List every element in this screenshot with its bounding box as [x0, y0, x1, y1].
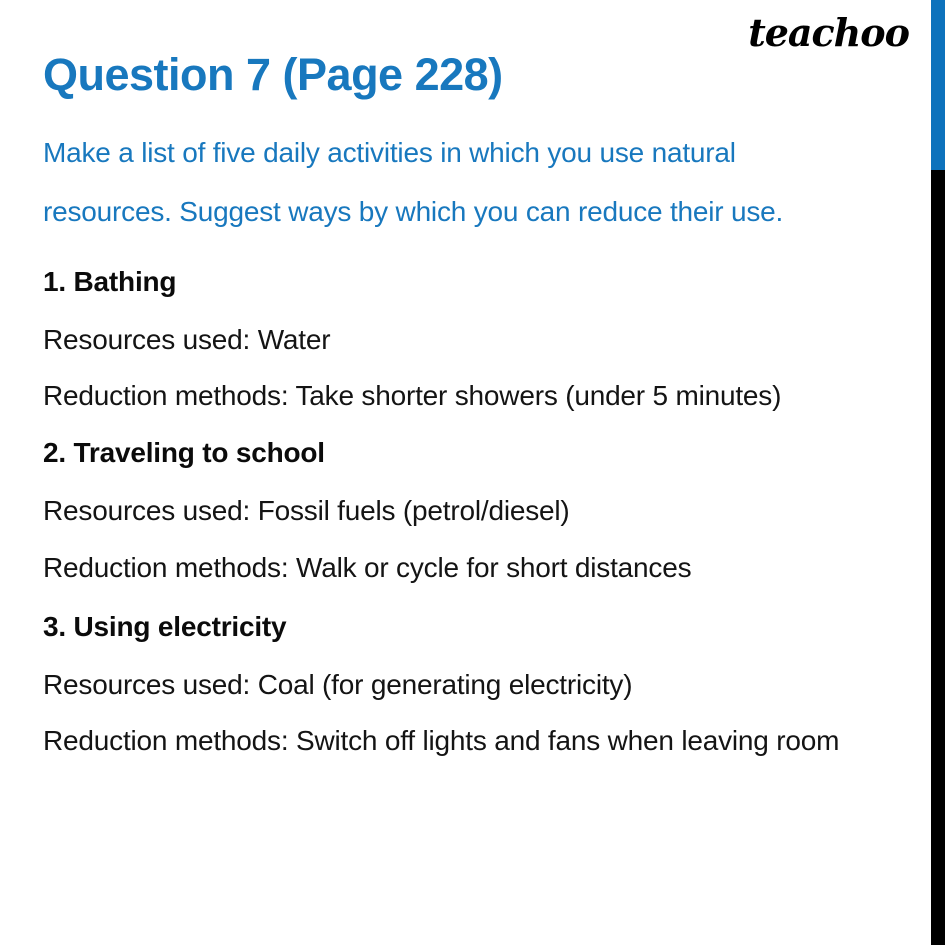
right-edge-bar-blue [931, 0, 945, 170]
section-2-reduction-line: Reduction methods: Walk or cycle for short distances [43, 552, 692, 583]
section-1-resources-line: Resources used: Water [43, 324, 331, 355]
section-3-heading: 3. Using electricity [43, 611, 287, 642]
section-2-heading: 2. Traveling to school [43, 437, 325, 468]
page-title: Question 7 (Page 228) [43, 49, 503, 100]
section-2-resources-line: Resources used: Fossil fuels (petrol/diesel) [43, 495, 570, 526]
section-3-resources-line: Resources used: Coal (for generating electricity) [43, 669, 633, 700]
right-edge-bar-black [931, 170, 945, 945]
section-1-reduction-line: Reduction methods: Take shorter showers (under 5 minutes) [43, 380, 782, 411]
teachoo-logo: teachoo [748, 10, 909, 55]
question-text-line-1: Make a list of five daily activities in which you use natural [43, 137, 736, 168]
question-text-line-2: resources. Suggest ways by which you can reduce their use. [43, 196, 784, 227]
section-3-reduction-line: Reduction methods: Switch off lights and fans when leaving room [43, 725, 840, 756]
section-1-heading: 1. Bathing [43, 266, 177, 297]
